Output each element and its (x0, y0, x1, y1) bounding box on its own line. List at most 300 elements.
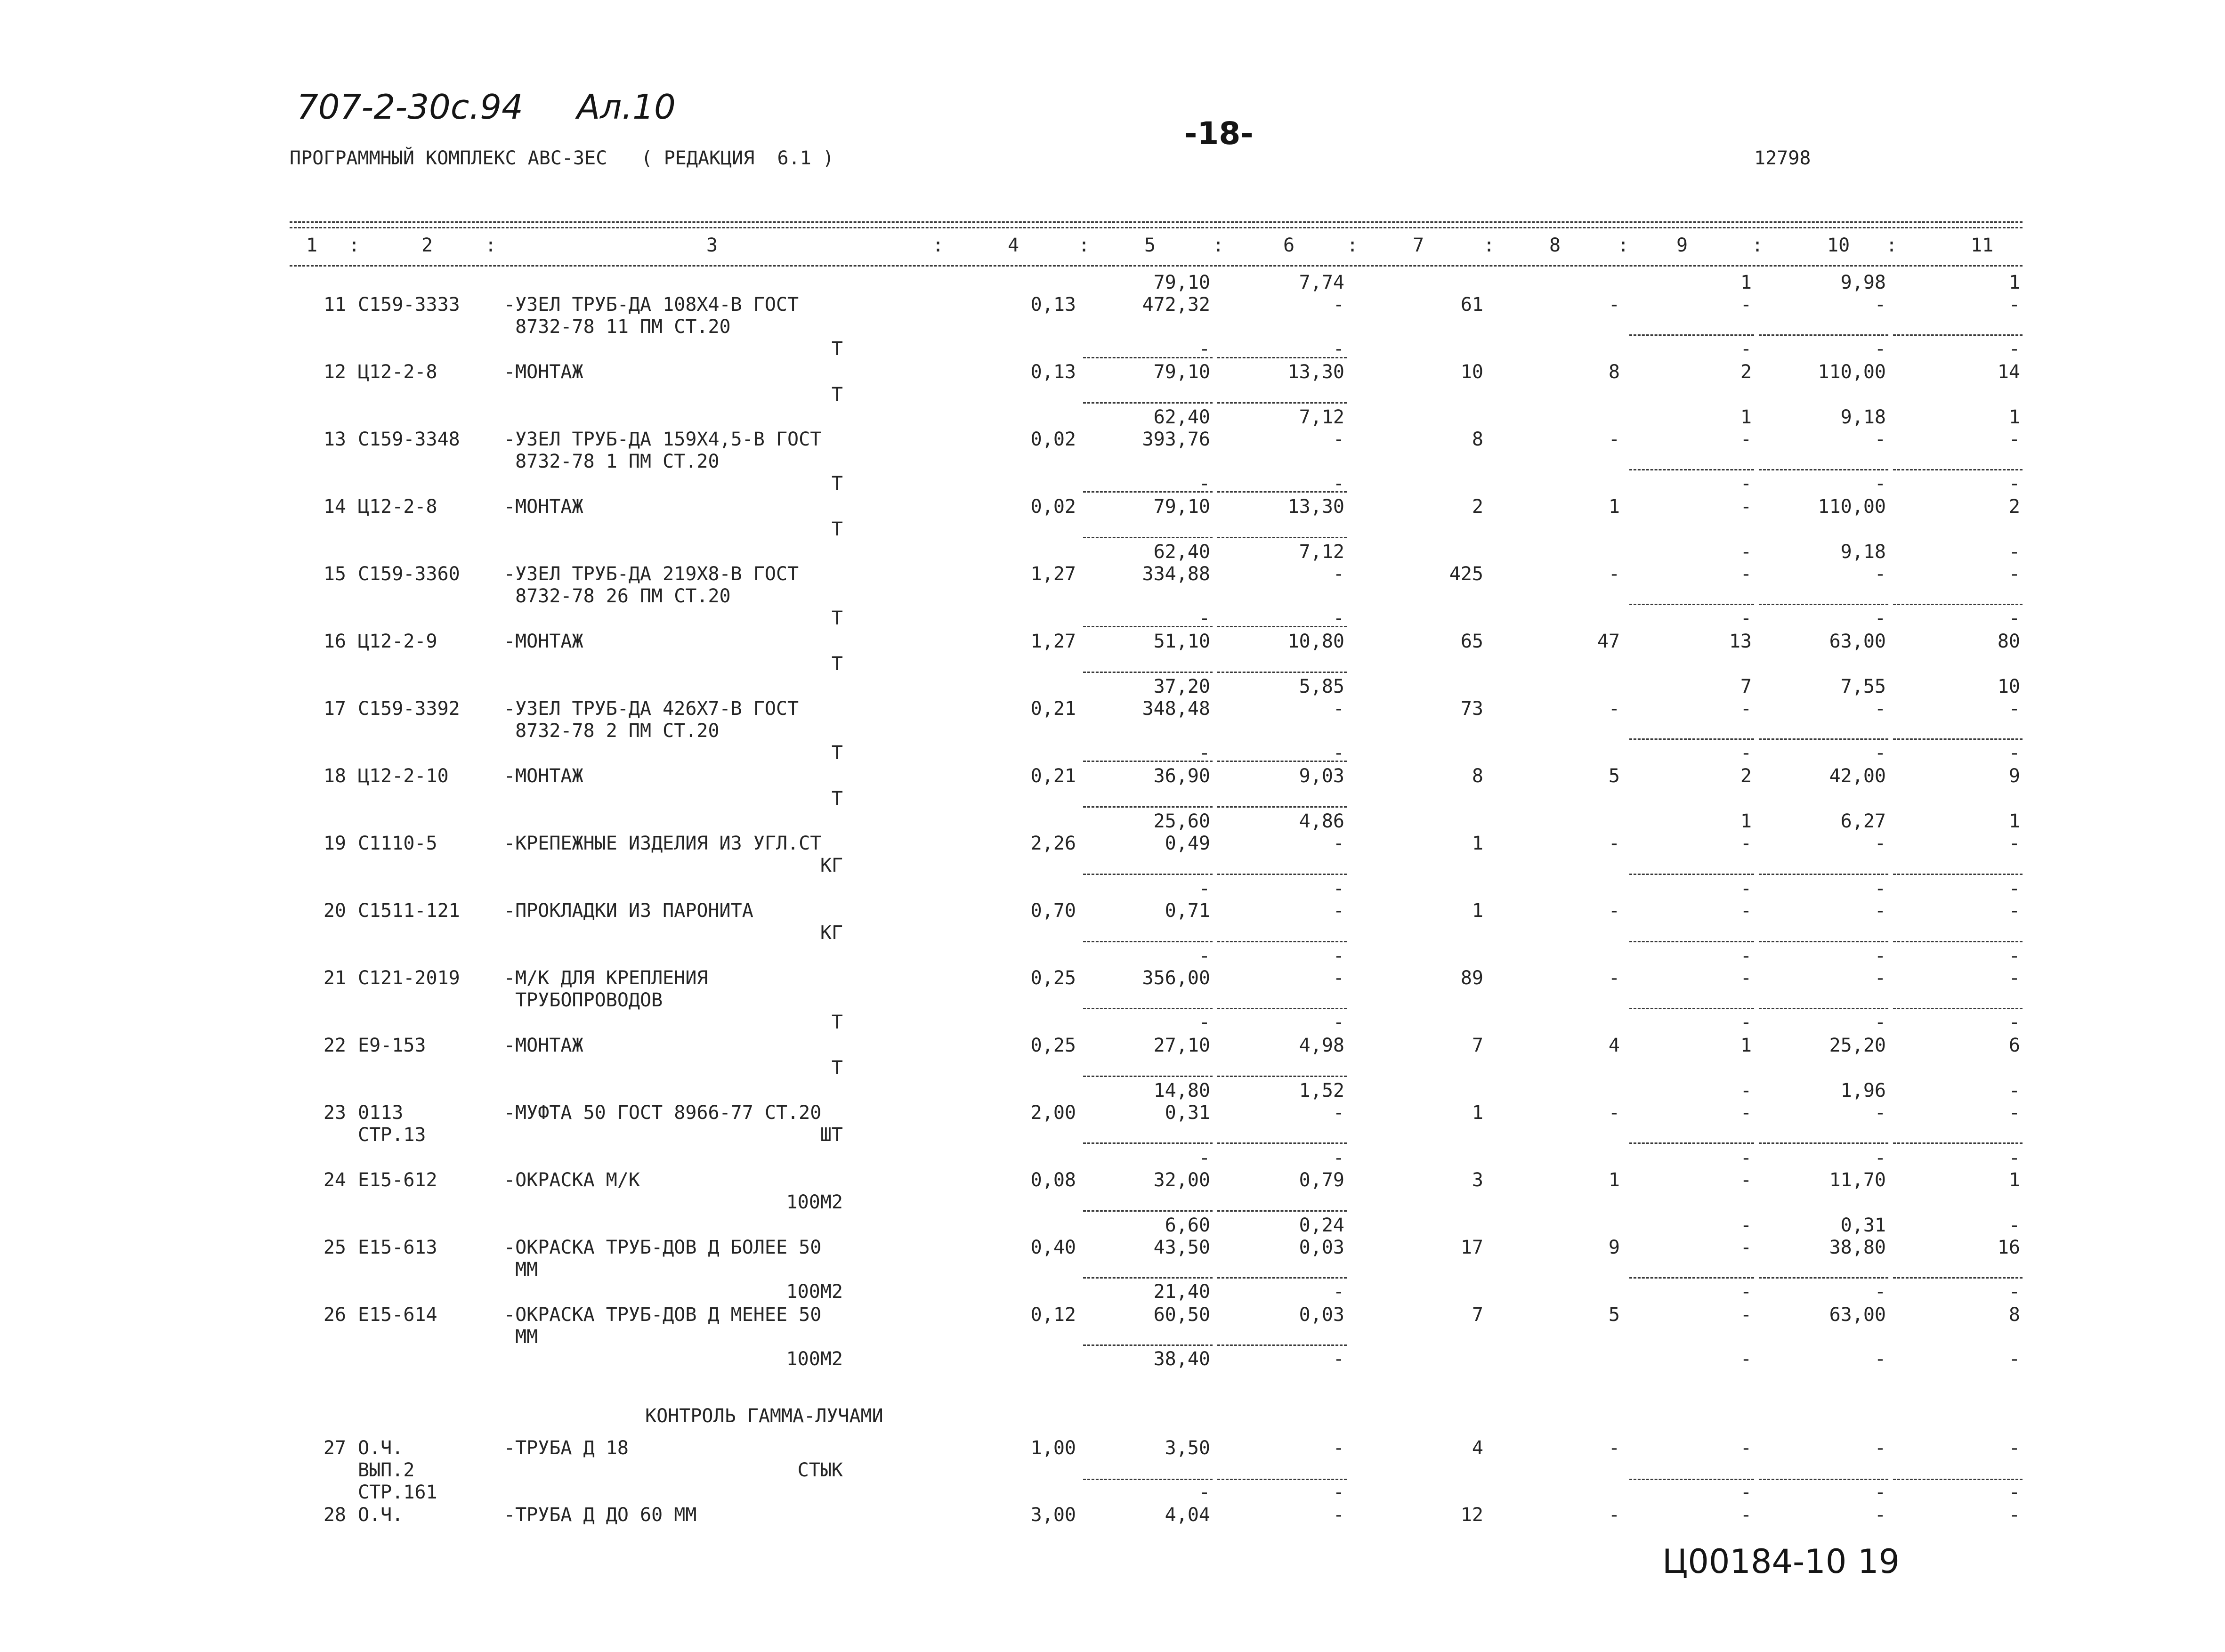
column-header-6: 6 (1283, 235, 1295, 256)
value-underline (1629, 1008, 1754, 1009)
value-underline (1083, 672, 1213, 673)
cell-u: Т (831, 1057, 843, 1079)
cell-c9: - (1740, 1237, 1752, 1258)
cell-c7: 7 (1472, 1304, 1483, 1326)
value-underline (1217, 491, 1347, 493)
cell-c5: 51,10 (1153, 631, 1210, 652)
value-underline (1217, 1008, 1347, 1009)
cell-c5: - (1198, 742, 1210, 764)
cell-c11: - (2008, 473, 2020, 494)
cell-c10: - (1874, 1504, 1886, 1526)
value-underline (1759, 1142, 1888, 1144)
value-underline (1083, 806, 1213, 808)
cell-c7: 425 (1449, 563, 1483, 585)
cell-c11: - (2008, 1482, 2020, 1503)
cell-u: Т (831, 473, 843, 494)
value-underline (1629, 874, 1754, 875)
cell-c5: 79,10 (1153, 496, 1210, 518)
cell-c5: - (1198, 1482, 1210, 1503)
cell-c6: - (1333, 900, 1344, 922)
table-header-rule (290, 265, 2023, 267)
cell-c6: 1,52 (1299, 1080, 1344, 1101)
cell-c11: - (2008, 1147, 2020, 1169)
cell-c8: 5 (1608, 765, 1620, 787)
cell-c10: 9,18 (1840, 406, 1886, 428)
cell-c11: 16 (1997, 1237, 2020, 1258)
cell-c5: 6,60 (1165, 1215, 1210, 1236)
value-underline (1893, 1479, 2023, 1480)
value-underline (1629, 469, 1754, 470)
cell-c8: 47 (1597, 631, 1620, 652)
cell-c2: О.Ч. (358, 1504, 404, 1526)
cell-c10: 38,80 (1829, 1237, 1886, 1258)
cell-c9: - (1740, 1169, 1752, 1191)
cell-c10: - (1874, 338, 1886, 360)
cell-c3: 8732-78 1 ПМ СТ.20 (504, 451, 720, 472)
document-number: 12798 (1754, 147, 1811, 169)
value-underline (1083, 1076, 1213, 1077)
cell-c8: - (1608, 967, 1620, 989)
cell-c3: ММ (504, 1326, 538, 1348)
cell-c3: -М/К ДЛЯ КРЕПЛЕНИЯ (504, 967, 708, 989)
cell-u: КГ (820, 922, 843, 944)
column-separator: : (1213, 235, 1224, 256)
cell-c2: Ц12-2-9 (358, 631, 437, 652)
cell-c2: Е9-153 (358, 1035, 426, 1056)
column-separator: : (1752, 235, 1764, 256)
cell-c10: - (1874, 945, 1886, 967)
value-underline (1083, 1277, 1213, 1279)
cell-u: КГ (820, 855, 843, 876)
cell-c2: С159-3333 (358, 294, 460, 316)
cell-c6: 0,03 (1299, 1237, 1344, 1258)
value-underline (1217, 1479, 1347, 1480)
cell-c9: - (1740, 878, 1752, 899)
cell-c9: - (1740, 833, 1752, 854)
value-underline (1083, 1142, 1213, 1144)
cell-c3: -УЗЕЛ ТРУБ-ДА 426Х7-В ГОСТ (504, 698, 799, 720)
column-header-9: 9 (1676, 235, 1688, 256)
cell-c11: 6 (2008, 1035, 2020, 1056)
cell-c10: - (1874, 1102, 1886, 1124)
cell-c5: 79,10 (1153, 272, 1210, 293)
cell-c6: - (1333, 1482, 1344, 1503)
cell-c3: -ТРУБА Д ДО 60 ММ (504, 1504, 697, 1526)
cell-c5: 43,50 (1153, 1237, 1210, 1258)
value-underline (1629, 738, 1754, 740)
value-underline (1217, 874, 1347, 875)
program-title: ПРОГРАММНЫЙ КОМПЛЕКС АВС-3ЕС ( РЕДАКЦИЯ 6.1 ) (290, 147, 834, 169)
cell-c6: - (1333, 294, 1344, 316)
cell-c3: -ОКРАСКА М/К (504, 1169, 640, 1191)
cell-c5: 62,40 (1153, 541, 1210, 563)
cell-c11: - (2008, 945, 2020, 967)
cell-c10: 63,00 (1829, 1304, 1886, 1326)
cell-c9: - (1740, 1147, 1752, 1169)
cell-c1: 21 (323, 967, 346, 989)
value-underline (1759, 469, 1888, 470)
value-underline (1893, 604, 2023, 605)
cell-c6: - (1333, 1281, 1344, 1303)
cell-c5: 79,10 (1153, 361, 1210, 383)
value-underline (1217, 941, 1347, 942)
cell-c1: 23 (323, 1102, 346, 1124)
cell-c11: - (2008, 1348, 2020, 1370)
cell-c5: 38,40 (1153, 1348, 1210, 1370)
cell-c9: - (1740, 1102, 1752, 1124)
cell-c3: ММ (504, 1259, 538, 1280)
cell-c5: 0,71 (1165, 900, 1210, 922)
cell-c3: -МОНТАЖ (504, 1035, 583, 1056)
cell-c2: Е15-614 (358, 1304, 437, 1326)
cell-c2: ВЫП.2 (358, 1459, 415, 1481)
value-underline (1759, 1008, 1888, 1009)
value-underline (1217, 761, 1347, 762)
table-top-rule (290, 221, 2023, 223)
cell-c11: 1 (2008, 272, 2020, 293)
cell-c10: 63,00 (1829, 631, 1886, 652)
value-underline (1217, 537, 1347, 538)
cell-c3: -КРЕПЕЖНЫЕ ИЗДЕЛИЯ ИЗ УГЛ.СТ (504, 833, 822, 854)
cell-c9: - (1740, 1348, 1752, 1370)
cell-c11: 8 (2008, 1304, 2020, 1326)
column-header-3: 3 (706, 235, 718, 256)
cell-c11: - (2008, 338, 2020, 360)
value-underline (1217, 1142, 1347, 1144)
cell-c2: Ц12-2-8 (358, 496, 437, 518)
cell-c2: О.Ч. (358, 1437, 404, 1459)
cell-c1: 20 (323, 900, 346, 922)
cell-c10: - (1874, 1437, 1886, 1459)
value-underline (1083, 626, 1213, 627)
cell-c6: - (1333, 1437, 1344, 1459)
cell-c6: - (1333, 1102, 1344, 1124)
cell-c11: - (2008, 563, 2020, 585)
cell-c5: 27,10 (1153, 1035, 1210, 1056)
cell-c1: 19 (323, 833, 346, 854)
cell-c11: - (2008, 900, 2020, 922)
value-underline (1759, 604, 1888, 605)
cell-c1: 26 (323, 1304, 346, 1326)
cell-c10: 0,31 (1840, 1215, 1886, 1236)
cell-u: Т (831, 338, 843, 360)
value-underline (1893, 1142, 2023, 1144)
value-underline (1217, 1076, 1347, 1077)
cell-c3: 8732-78 2 ПМ СТ.20 (504, 720, 720, 742)
value-underline (1759, 941, 1888, 942)
value-underline (1759, 1277, 1888, 1279)
value-underline (1759, 738, 1888, 740)
cell-c6: 7,74 (1299, 272, 1344, 293)
cell-c9: - (1740, 473, 1752, 494)
cell-c8: - (1608, 1102, 1620, 1124)
value-underline (1217, 626, 1347, 627)
value-underline (1893, 469, 2023, 470)
cell-c5: 348,48 (1142, 698, 1210, 720)
cell-c10: - (1874, 833, 1886, 854)
cell-c7: 65 (1460, 631, 1483, 652)
cell-u: Т (831, 607, 843, 629)
cell-c7: 61 (1460, 294, 1483, 316)
cell-c4: 0,21 (1030, 765, 1076, 787)
cell-c11: 2 (2008, 496, 2020, 518)
cell-c6: - (1333, 1504, 1344, 1526)
column-header-10: 10 (1827, 235, 1850, 256)
cell-c6: 7,12 (1299, 541, 1344, 563)
cell-c8: 9 (1608, 1237, 1620, 1258)
cell-u: ШТ (820, 1124, 843, 1146)
cell-c6: 9,03 (1299, 765, 1344, 787)
value-underline (1759, 1479, 1888, 1480)
cell-c6: 7,12 (1299, 406, 1344, 428)
cell-c2: СТР.13 (358, 1124, 426, 1146)
cell-c9: - (1740, 338, 1752, 360)
cell-c11: - (2008, 1102, 2020, 1124)
cell-c1: 13 (323, 429, 346, 450)
cell-c6: - (1333, 1012, 1344, 1033)
column-header-5: 5 (1144, 235, 1156, 256)
cell-c10: - (1874, 878, 1886, 899)
cell-c10: 9,98 (1840, 272, 1886, 293)
cell-c1: 22 (323, 1035, 346, 1056)
cell-c3: -МОНТАЖ (504, 765, 583, 787)
cell-c9: - (1740, 742, 1752, 764)
value-underline (1629, 941, 1754, 942)
cell-c11: - (2008, 1215, 2020, 1236)
cell-c3: -УЗЕЛ ТРУБ-ДА 219Х8-В ГОСТ (504, 563, 799, 585)
cell-c10: 25,20 (1829, 1035, 1886, 1056)
column-header-7: 7 (1413, 235, 1424, 256)
cell-c2: С1110-5 (358, 833, 437, 854)
cell-c2: С159-3392 (358, 698, 460, 720)
value-underline (1759, 334, 1888, 336)
cell-c9: - (1740, 967, 1752, 989)
cell-c10: 9,18 (1840, 541, 1886, 563)
cell-c7: 12 (1460, 1504, 1483, 1526)
cell-c7: 8 (1472, 765, 1483, 787)
cell-c10: 11,70 (1829, 1169, 1886, 1191)
cell-c8: - (1608, 900, 1620, 922)
cell-c2: СТР.161 (358, 1482, 437, 1503)
value-underline (1217, 806, 1347, 808)
value-underline (1217, 1344, 1347, 1346)
cell-c5: - (1198, 607, 1210, 629)
cell-c10: 42,00 (1829, 765, 1886, 787)
cell-c6: - (1333, 967, 1344, 989)
cell-c4: 2,26 (1030, 833, 1076, 854)
cell-c2: Ц12-2-10 (358, 765, 449, 787)
cell-c9: - (1740, 1437, 1752, 1459)
cell-c3: -МУФТА 50 ГОСТ 8966-77 СТ.20 (504, 1102, 822, 1124)
value-underline (1893, 1277, 2023, 1279)
archive-stamp: Ц00184-10 (1662, 1542, 1847, 1581)
cell-c11: 1 (2008, 810, 2020, 832)
column-separator: : (932, 235, 944, 256)
cell-c4: 0,13 (1030, 294, 1076, 316)
cell-c11: - (2008, 429, 2020, 450)
cell-c2: С159-3348 (358, 429, 460, 450)
value-underline (1629, 1277, 1754, 1279)
cell-c6: 10,80 (1287, 631, 1344, 652)
cell-c5: 0,49 (1165, 833, 1210, 854)
cell-c2: Е15-612 (358, 1169, 437, 1191)
cell-c6: 13,30 (1287, 496, 1344, 518)
cell-c10: - (1874, 429, 1886, 450)
cell-c9: - (1740, 1504, 1752, 1526)
cell-c6: 13,30 (1287, 361, 1344, 383)
cell-c6: 4,98 (1299, 1035, 1344, 1056)
cell-c5: 3,50 (1165, 1437, 1210, 1459)
table-top-rule-2 (290, 227, 2023, 228)
cell-u: Т (831, 788, 843, 810)
value-underline (1893, 738, 2023, 740)
cell-c3: -ОКРАСКА ТРУБ-ДОВ Д БОЛЕЕ 50 (504, 1237, 822, 1258)
cell-c4: 0,70 (1030, 900, 1076, 922)
document-code: 707-2-30с.94 (297, 87, 523, 127)
cell-c4: 0,40 (1030, 1237, 1076, 1258)
cell-c9: - (1740, 607, 1752, 629)
cell-c4: 1,27 (1030, 631, 1076, 652)
cell-c5: 25,60 (1153, 810, 1210, 832)
cell-c3: -ОКРАСКА ТРУБ-ДОВ Д МЕНЕЕ 50 (504, 1304, 822, 1326)
cell-c1: 11 (323, 294, 346, 316)
cell-c6: - (1333, 1147, 1344, 1169)
cell-c11: 1 (2008, 1169, 2020, 1191)
value-underline (1083, 1008, 1213, 1009)
cell-u: 100М2 (786, 1348, 843, 1370)
cell-c5: 32,00 (1153, 1169, 1210, 1191)
value-underline (1629, 1142, 1754, 1144)
cell-c6: - (1333, 945, 1344, 967)
cell-c10: - (1874, 294, 1886, 316)
cell-c1: 27 (323, 1437, 346, 1459)
cell-c6: - (1333, 878, 1344, 899)
cell-c3: -ПРОКЛАДКИ ИЗ ПАРОНИТА (504, 900, 753, 922)
cell-c9: 2 (1740, 361, 1752, 383)
cell-c9: - (1740, 1482, 1752, 1503)
cell-c9: - (1740, 1215, 1752, 1236)
cell-c5: - (1198, 945, 1210, 967)
cell-c2: С121-2019 (358, 967, 460, 989)
cell-c9: - (1740, 541, 1752, 563)
cell-c2: С1511-121 (358, 900, 460, 922)
cell-c5: 60,50 (1153, 1304, 1210, 1326)
cell-c11: - (2008, 607, 2020, 629)
cell-c10: - (1874, 1147, 1886, 1169)
value-underline (1083, 357, 1213, 358)
cell-c9: 1 (1740, 810, 1752, 832)
cell-c1: 17 (323, 698, 346, 720)
value-underline (1083, 491, 1213, 493)
cell-u: 100М2 (786, 1281, 843, 1303)
cell-c10: 1,96 (1840, 1080, 1886, 1101)
column-separator: : (1483, 235, 1495, 256)
cell-c11: - (2008, 742, 2020, 764)
cell-c6: - (1333, 563, 1344, 585)
cell-c1: 15 (323, 563, 346, 585)
cell-c3: -УЗЕЛ ТРУБ-ДА 159Х4,5-В ГОСТ (504, 429, 822, 450)
cell-c3: ТРУБОПРОВОДОВ (504, 989, 663, 1011)
cell-c11: 80 (1997, 631, 2020, 652)
cell-c10: 6,27 (1840, 810, 1886, 832)
cell-c5: 0,31 (1165, 1102, 1210, 1124)
cell-c4: 1,00 (1030, 1437, 1076, 1459)
cell-c4: 0,08 (1030, 1169, 1076, 1191)
cell-c8: 8 (1608, 361, 1620, 383)
cell-c11: - (2008, 1437, 2020, 1459)
cell-u: СТЫК (797, 1459, 843, 1481)
value-underline (1759, 874, 1888, 875)
value-underline (1893, 874, 2023, 875)
cell-c5: - (1198, 1012, 1210, 1033)
cell-c3: -МОНТАЖ (504, 631, 583, 652)
cell-c5: - (1198, 1147, 1210, 1169)
cell-c10: 110,00 (1818, 361, 1886, 383)
cell-c10: - (1874, 900, 1886, 922)
cell-c9: 13 (1729, 631, 1752, 652)
cell-c4: 0,02 (1030, 496, 1076, 518)
cell-c9: - (1740, 900, 1752, 922)
column-separator: : (1618, 235, 1629, 256)
column-header-8: 8 (1549, 235, 1561, 256)
cell-c11: - (2008, 294, 2020, 316)
cell-c11: - (2008, 1504, 2020, 1526)
value-underline (1217, 1277, 1347, 1279)
value-underline (1083, 1210, 1213, 1212)
cell-c8: - (1608, 1504, 1620, 1526)
cell-c9: 1 (1740, 406, 1752, 428)
value-underline (1083, 537, 1213, 538)
cell-c9: - (1740, 945, 1752, 967)
cell-c6: 0,24 (1299, 1215, 1344, 1236)
value-underline (1083, 402, 1213, 404)
value-underline (1083, 874, 1213, 875)
cell-c6: - (1333, 473, 1344, 494)
cell-u: Т (831, 653, 843, 675)
cell-c2: 0113 (358, 1102, 404, 1124)
cell-c9: 7 (1740, 676, 1752, 697)
cell-c6: - (1333, 833, 1344, 854)
cell-u: Т (831, 518, 843, 540)
cell-c1: 16 (323, 631, 346, 652)
cell-c7: 7 (1472, 1035, 1483, 1056)
cell-c8: 1 (1608, 496, 1620, 518)
value-underline (1217, 672, 1347, 673)
value-underline (1217, 402, 1347, 404)
cell-c5: - (1198, 878, 1210, 899)
cell-u: Т (831, 384, 843, 405)
cell-c8: - (1608, 698, 1620, 720)
cell-c11: - (2008, 833, 2020, 854)
cell-c10: - (1874, 1482, 1886, 1503)
value-underline (1629, 334, 1754, 336)
value-underline (1083, 1344, 1213, 1346)
cell-c2: Ц12-2-8 (358, 361, 437, 383)
cell-c6: 0,79 (1299, 1169, 1344, 1191)
cell-c11: 9 (2008, 765, 2020, 787)
cell-c4: 3,00 (1030, 1504, 1076, 1526)
cell-c3: 8732-78 11 ПМ СТ.20 (504, 316, 731, 338)
cell-c7: 1 (1472, 833, 1483, 854)
cell-c3: -ТРУБА Д 18 (504, 1437, 629, 1459)
value-underline (1083, 941, 1213, 942)
cell-c11: 1 (2008, 406, 2020, 428)
cell-c8: - (1608, 294, 1620, 316)
cell-c6: 0,03 (1299, 1304, 1344, 1326)
cell-c8: - (1608, 1437, 1620, 1459)
cell-c6: 4,86 (1299, 810, 1344, 832)
cell-c4: 0,25 (1030, 1035, 1076, 1056)
